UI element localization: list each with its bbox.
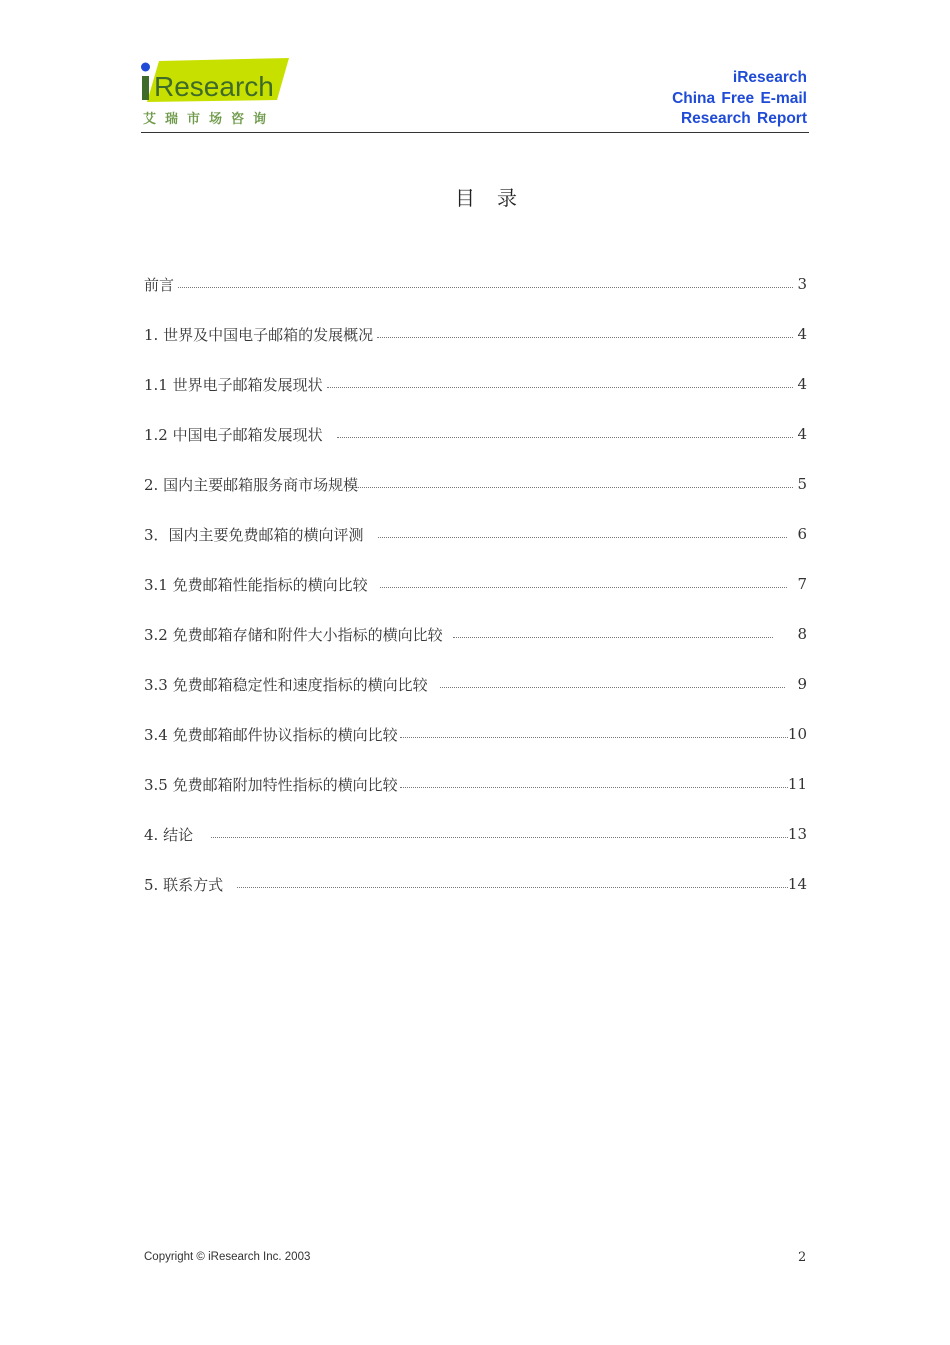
toc-leader-dots xyxy=(378,537,787,538)
toc-leader-dots xyxy=(380,587,787,588)
toc-entry-label: 3.1 免费邮箱性能指标的横向比较 xyxy=(144,575,368,594)
report-title-line-2: China Free E-mail xyxy=(672,89,807,107)
logo-mark-icon xyxy=(141,58,291,104)
logo-wordmark: Research xyxy=(154,71,274,102)
toc-entry-label: 5. 联系方式 xyxy=(144,875,224,894)
toc-entry[interactable] xyxy=(144,470,807,498)
toc-leader-dots xyxy=(453,637,773,638)
report-title xyxy=(672,68,807,130)
toc-entry-label: 2. 国内主要邮箱服务商市场规模 xyxy=(144,475,359,494)
toc-leader-dots xyxy=(237,887,788,888)
toc-entry[interactable] xyxy=(144,820,807,848)
toc-heading: 目录 xyxy=(455,186,539,210)
page-header xyxy=(141,58,809,133)
toc-entry[interactable] xyxy=(144,720,807,748)
toc-entry-page: 4 xyxy=(797,425,807,443)
toc-entry-label: 1.1 世界电子邮箱发展现状 xyxy=(144,375,323,394)
toc-leader-dots xyxy=(337,437,793,438)
toc-entry[interactable] xyxy=(144,570,807,598)
toc-leader-dots xyxy=(400,787,788,788)
toc-entry-label: 3.2 免费邮箱存储和附件大小指标的横向比较 xyxy=(144,625,443,644)
toc-entry-label: 1.2 中国电子邮箱发展现状 xyxy=(144,425,323,444)
toc-entry[interactable] xyxy=(144,770,807,798)
copyright-notice: Copyright © iResearch Inc. 2003 xyxy=(144,1251,311,1263)
toc-leader-dots xyxy=(400,737,788,738)
toc-leader-dots xyxy=(377,337,793,338)
toc-entry-page: 5 xyxy=(797,475,807,493)
toc-leader-dots xyxy=(358,487,793,488)
toc-entry[interactable] xyxy=(144,370,807,398)
toc-entry-page: 6 xyxy=(797,525,807,543)
toc-entry-page: 4 xyxy=(797,325,807,343)
toc-entry[interactable] xyxy=(144,620,807,648)
toc-entry-label: 3.3 免费邮箱稳定性和速度指标的横向比较 xyxy=(144,675,428,694)
toc-leader-dots xyxy=(178,287,793,288)
toc-entry-label: 前言 xyxy=(144,275,175,294)
toc-entry[interactable] xyxy=(144,870,807,898)
report-title-line-1: iResearch xyxy=(732,69,807,86)
toc-leader-dots xyxy=(327,387,793,388)
toc-entry-label: 1. 世界及中国电子邮箱的发展概况 xyxy=(144,325,374,344)
toc-entry[interactable] xyxy=(144,520,807,548)
toc-entry-label: 3．国内主要免费邮箱的横向评测 xyxy=(144,525,364,544)
report-title-line-3: Research Report xyxy=(680,110,807,127)
toc-entry[interactable] xyxy=(144,670,807,698)
toc-entry[interactable] xyxy=(144,270,807,298)
toc-entry[interactable] xyxy=(144,420,807,448)
toc-leader-dots xyxy=(211,837,788,838)
toc-entry-page: 8 xyxy=(797,625,807,643)
page-number: 2 xyxy=(798,1250,807,1265)
logo-subtitle: 艾瑞市场咨询 xyxy=(143,112,276,127)
toc-entry-page: 14 xyxy=(787,875,807,893)
toc-entry-page: 11 xyxy=(787,775,807,793)
toc-leader-dots xyxy=(440,687,785,688)
toc-entry-label: 3.4 免费邮箱邮件协议指标的横向比较 xyxy=(144,725,398,744)
toc-entry[interactable] xyxy=(144,320,807,348)
iresearch-logo xyxy=(141,58,301,128)
toc-entry-page: 13 xyxy=(787,825,807,843)
toc-entry-page: 7 xyxy=(797,575,807,593)
toc-entry-page: 3 xyxy=(797,275,807,293)
toc-entry-label: 4. 结论 xyxy=(144,825,194,844)
toc-entry-page: 9 xyxy=(797,675,807,693)
toc-entry-label: 3.5 免费邮箱附加特性指标的横向比较 xyxy=(144,775,398,794)
toc-entry-page: 10 xyxy=(787,725,807,743)
toc-entry-page: 4 xyxy=(797,375,807,393)
